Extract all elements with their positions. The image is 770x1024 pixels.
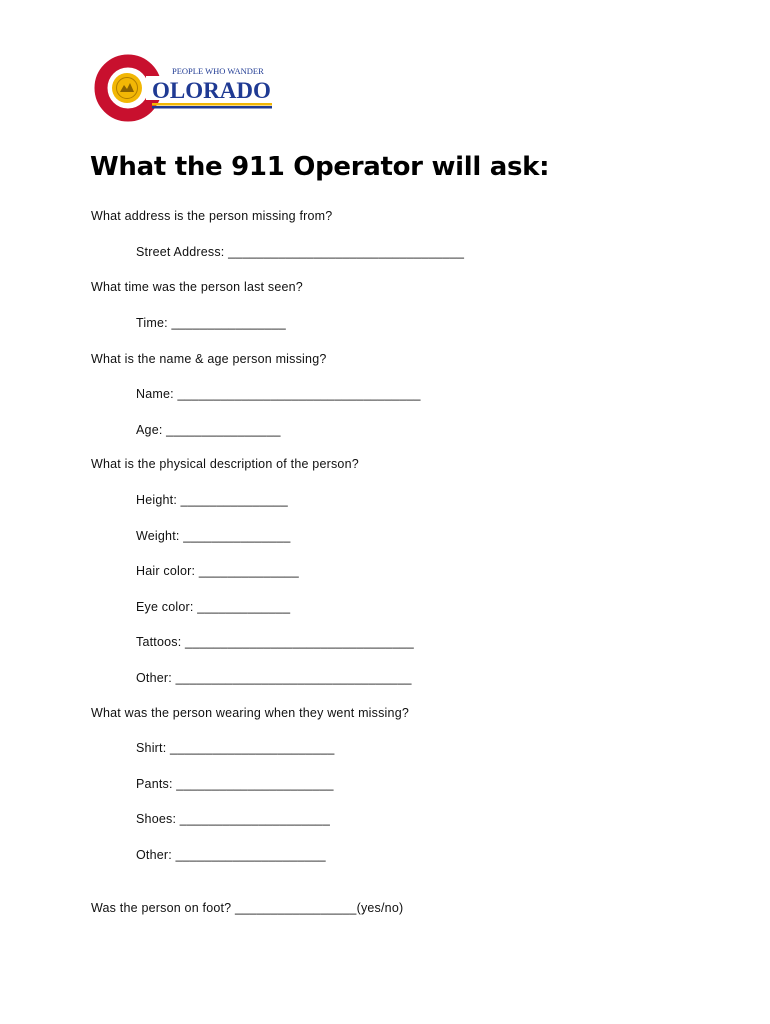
question-time: What time was the person last seen? [91,280,303,294]
colorado-logo [94,54,274,124]
question-on-foot: Was the person on foot? _________________(yes/no) [91,901,404,915]
other-clothing-field: Other: _____________________ [136,848,326,862]
street-address-field: Street Address: _________________________________ [136,245,465,259]
logo-tagline: PEOPLE WHO WANDER [172,66,264,76]
question-wearing: What was the person wearing when they went missing? [91,706,409,720]
weight-field: Weight: _______________ [136,529,291,543]
height-field: Height: _______________ [136,493,288,507]
tattoos-field: Tattoos: ________________________________ [136,635,414,649]
other-description-field: Other: _________________________________ [136,671,412,685]
name-field: Name: __________________________________ [136,387,421,401]
age-field: Age: ________________ [136,423,281,437]
logo-wordmark: OLORADO [152,78,271,103]
hair-color-field: Hair color: ______________ [136,564,299,578]
shoes-field: Shoes: _____________________ [136,812,330,826]
question-address: What address is the person missing from? [91,209,333,223]
shirt-field: Shirt: _______________________ [136,741,335,755]
page-title: What the 911 Operator will ask: [90,152,550,182]
eye-color-field: Eye color: _____________ [136,600,291,614]
question-name-age: What is the name & age person missing? [91,352,327,366]
question-description: What is the physical description of the person? [91,457,359,471]
time-field: Time: ________________ [136,316,286,330]
pants-field: Pants: ______________________ [136,777,334,791]
